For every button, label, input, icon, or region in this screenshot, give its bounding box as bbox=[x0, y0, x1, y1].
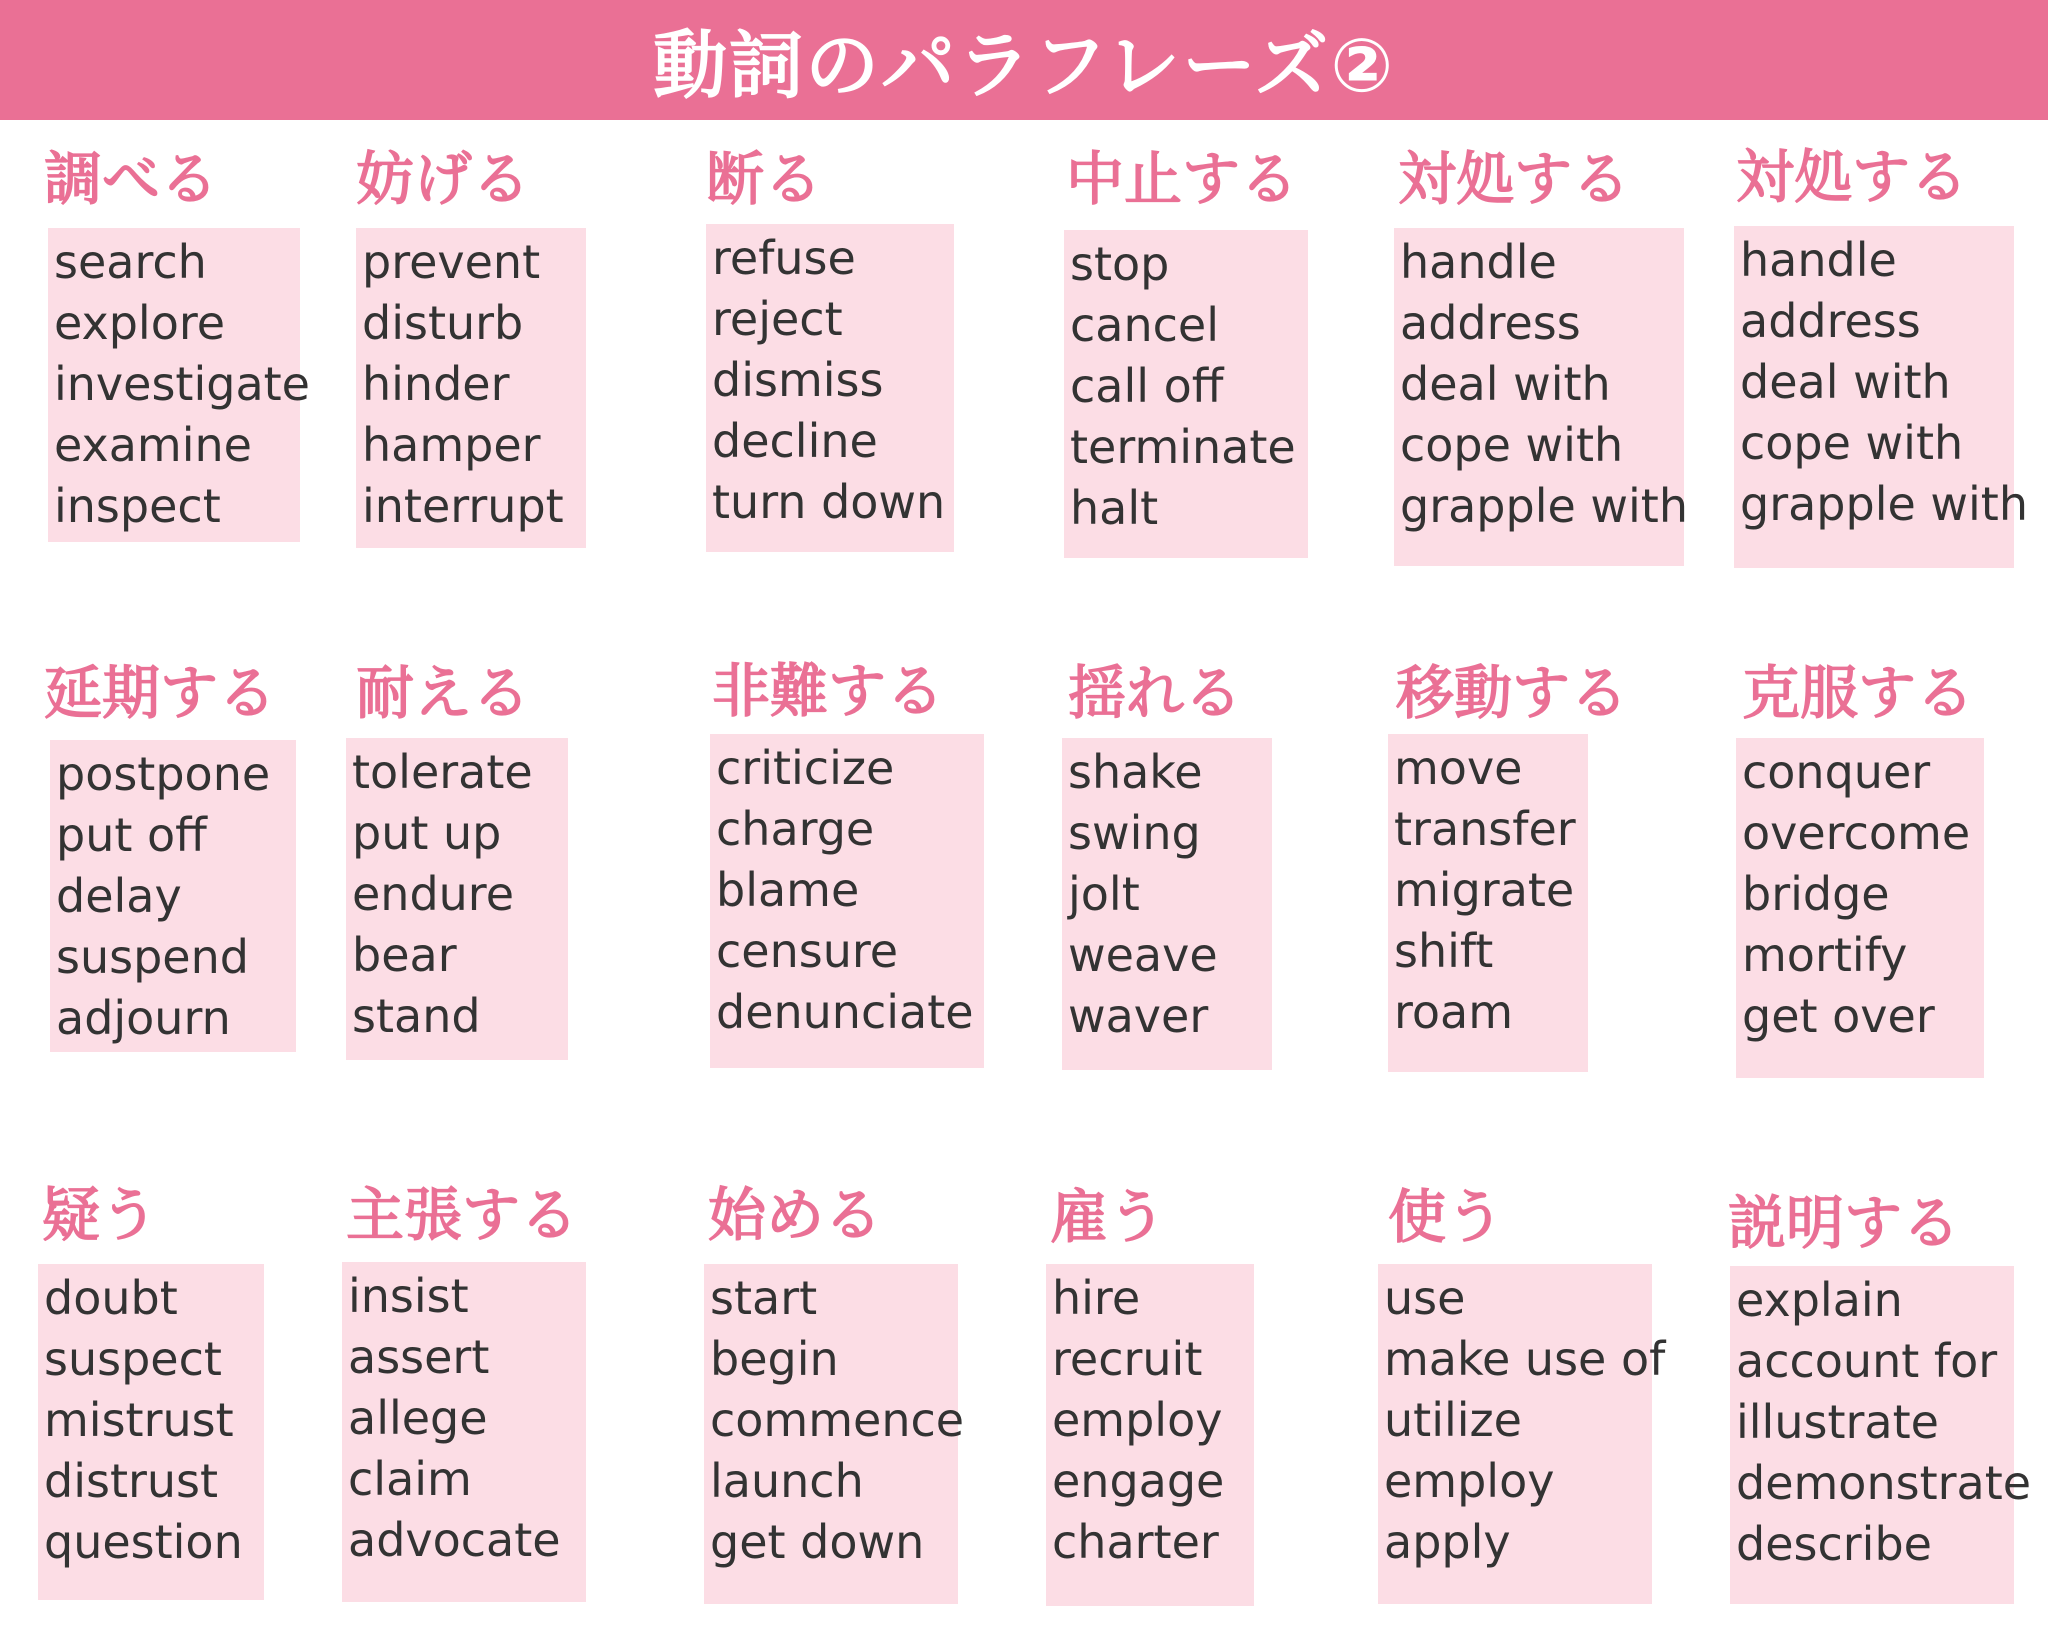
synonym: employ bbox=[1384, 1454, 1555, 1508]
synonym-box bbox=[50, 740, 296, 1052]
group-heading: 主張する bbox=[346, 1181, 579, 1249]
synonym: begin bbox=[710, 1332, 839, 1386]
synonym: deal with bbox=[1740, 355, 1951, 409]
synonym: endure bbox=[352, 867, 515, 921]
synonym: describe bbox=[1736, 1517, 1932, 1571]
synonym-box bbox=[38, 1264, 264, 1600]
synonym: refuse bbox=[712, 231, 856, 285]
synonym: handle bbox=[1400, 235, 1557, 289]
synonym: start bbox=[710, 1271, 818, 1325]
synonym: bridge bbox=[1742, 867, 1890, 921]
synonym: allege bbox=[348, 1391, 488, 1445]
synonym: launch bbox=[710, 1454, 864, 1508]
page-title: 動詞のパラフレーズ② bbox=[653, 23, 1395, 109]
synonym: charter bbox=[1052, 1515, 1219, 1569]
group-heading: 移動する bbox=[1396, 659, 1629, 727]
synonym-box bbox=[346, 738, 568, 1060]
synonym: shift bbox=[1394, 924, 1494, 978]
synonym: turn down bbox=[712, 475, 946, 529]
synonym: distrust bbox=[44, 1454, 219, 1508]
synonym: doubt bbox=[44, 1271, 178, 1325]
synonym: stand bbox=[352, 989, 481, 1043]
synonym: explore bbox=[54, 296, 226, 350]
synonym: censure bbox=[716, 924, 899, 978]
synonym: prevent bbox=[362, 235, 541, 289]
synonym: utilize bbox=[1384, 1393, 1522, 1447]
synonym: decline bbox=[712, 414, 878, 468]
synonym-box bbox=[1046, 1264, 1254, 1606]
group-heading: 中止する bbox=[1066, 145, 1299, 213]
synonym: grapple with bbox=[1740, 477, 2028, 531]
synonym: assert bbox=[348, 1330, 490, 1384]
group-heading: 断る bbox=[706, 145, 823, 213]
synonym-box bbox=[1736, 738, 1984, 1078]
synonym: mistrust bbox=[44, 1393, 234, 1447]
synonym: account for bbox=[1736, 1334, 1998, 1388]
synonym: weave bbox=[1068, 928, 1218, 982]
synonym: conquer bbox=[1742, 745, 1931, 799]
synonym: roam bbox=[1394, 985, 1514, 1039]
synonym-box bbox=[1730, 1266, 2032, 1604]
synonym: insist bbox=[348, 1269, 469, 1323]
synonym-box bbox=[48, 228, 310, 542]
synonym: blame bbox=[716, 863, 860, 917]
group-heading: 克服する bbox=[1742, 659, 1975, 727]
group-heading: 耐える bbox=[356, 659, 531, 727]
synonym: cancel bbox=[1070, 298, 1220, 352]
synonym: illustrate bbox=[1736, 1395, 1939, 1449]
synonym: delay bbox=[56, 869, 182, 923]
synonym: overcome bbox=[1742, 806, 1971, 860]
synonym: handle bbox=[1740, 233, 1897, 287]
synonym-box bbox=[1378, 1264, 1666, 1604]
synonym: apply bbox=[1384, 1515, 1511, 1569]
synonym-box bbox=[706, 224, 954, 552]
synonym: bear bbox=[352, 928, 457, 982]
synonym: address bbox=[1740, 294, 1921, 348]
synonym: criticize bbox=[716, 741, 895, 795]
synonym: advocate bbox=[348, 1513, 561, 1567]
group-heading: 説明する bbox=[1728, 1189, 1961, 1257]
synonym-box bbox=[1064, 230, 1308, 558]
synonym: commence bbox=[710, 1393, 965, 1447]
group-heading: 対処する bbox=[1398, 145, 1631, 213]
synonym: stop bbox=[1070, 237, 1170, 291]
group-heading: 始める bbox=[708, 1181, 883, 1249]
synonym: recruit bbox=[1052, 1332, 1203, 1386]
title-banner bbox=[0, 0, 2048, 120]
synonym: halt bbox=[1070, 481, 1159, 535]
group-heading: 妨げる bbox=[356, 145, 531, 213]
synonym: hire bbox=[1052, 1271, 1141, 1325]
synonym: mortify bbox=[1742, 928, 1908, 982]
synonym: get down bbox=[710, 1515, 925, 1569]
synonym: reject bbox=[712, 292, 843, 346]
synonym: examine bbox=[54, 418, 252, 472]
synonym: put up bbox=[352, 806, 502, 860]
synonym: waver bbox=[1068, 989, 1209, 1043]
group-heading: 非難する bbox=[712, 657, 945, 725]
synonym: search bbox=[54, 235, 207, 289]
synonym: demonstrate bbox=[1736, 1456, 2032, 1510]
synonym: cope with bbox=[1400, 418, 1624, 472]
synonym: hamper bbox=[362, 418, 541, 472]
synonym: put off bbox=[56, 808, 207, 862]
group-heading: 疑う bbox=[42, 1181, 159, 1249]
synonym-box bbox=[1062, 738, 1272, 1070]
synonym: engage bbox=[1052, 1454, 1225, 1508]
group-heading: 揺れる bbox=[1068, 659, 1243, 727]
synonym-box bbox=[1388, 734, 1588, 1072]
synonym: question bbox=[44, 1515, 243, 1569]
synonym: terminate bbox=[1070, 420, 1296, 474]
synonym: postpone bbox=[56, 747, 271, 801]
group-heading: 調べる bbox=[44, 145, 219, 213]
synonym: use bbox=[1384, 1271, 1466, 1325]
synonym: dismiss bbox=[712, 353, 884, 407]
synonym: explain bbox=[1736, 1273, 1903, 1327]
group-heading: 使う bbox=[1388, 1183, 1505, 1251]
synonym-box bbox=[356, 228, 586, 548]
synonym: grapple with bbox=[1400, 479, 1688, 533]
synonym: migrate bbox=[1394, 863, 1575, 917]
synonym: transfer bbox=[1394, 802, 1576, 856]
group-heading: 延期する bbox=[44, 659, 277, 727]
synonym: denunciate bbox=[716, 985, 974, 1039]
group-heading: 対処する bbox=[1736, 143, 1969, 211]
synonym: address bbox=[1400, 296, 1581, 350]
synonym: tolerate bbox=[352, 745, 533, 799]
synonym-box bbox=[710, 734, 984, 1068]
synonym: charge bbox=[716, 802, 875, 856]
synonym: shake bbox=[1068, 745, 1203, 799]
synonym: suspect bbox=[44, 1332, 222, 1386]
synonym: employ bbox=[1052, 1393, 1223, 1447]
synonym: adjourn bbox=[56, 991, 231, 1045]
synonym: investigate bbox=[54, 357, 310, 411]
synonym-box bbox=[342, 1262, 586, 1602]
synonym-box bbox=[704, 1264, 965, 1604]
synonym-box bbox=[1394, 228, 1688, 566]
synonym: call off bbox=[1070, 359, 1224, 413]
synonym: cope with bbox=[1740, 416, 1964, 470]
synonym-box bbox=[1734, 226, 2028, 568]
synonym: hinder bbox=[362, 357, 510, 411]
synonym: disturb bbox=[362, 296, 524, 350]
synonym: get over bbox=[1742, 989, 1935, 1043]
synonym: deal with bbox=[1400, 357, 1611, 411]
synonym: claim bbox=[348, 1452, 472, 1506]
synonym: move bbox=[1394, 741, 1523, 795]
group-heading: 雇う bbox=[1050, 1183, 1167, 1251]
synonym: inspect bbox=[54, 479, 221, 533]
synonym: jolt bbox=[1068, 867, 1140, 921]
synonym: make use of bbox=[1384, 1332, 1666, 1386]
synonym: interrupt bbox=[362, 479, 564, 533]
synonym: swing bbox=[1068, 806, 1201, 860]
synonym: suspend bbox=[56, 930, 249, 984]
